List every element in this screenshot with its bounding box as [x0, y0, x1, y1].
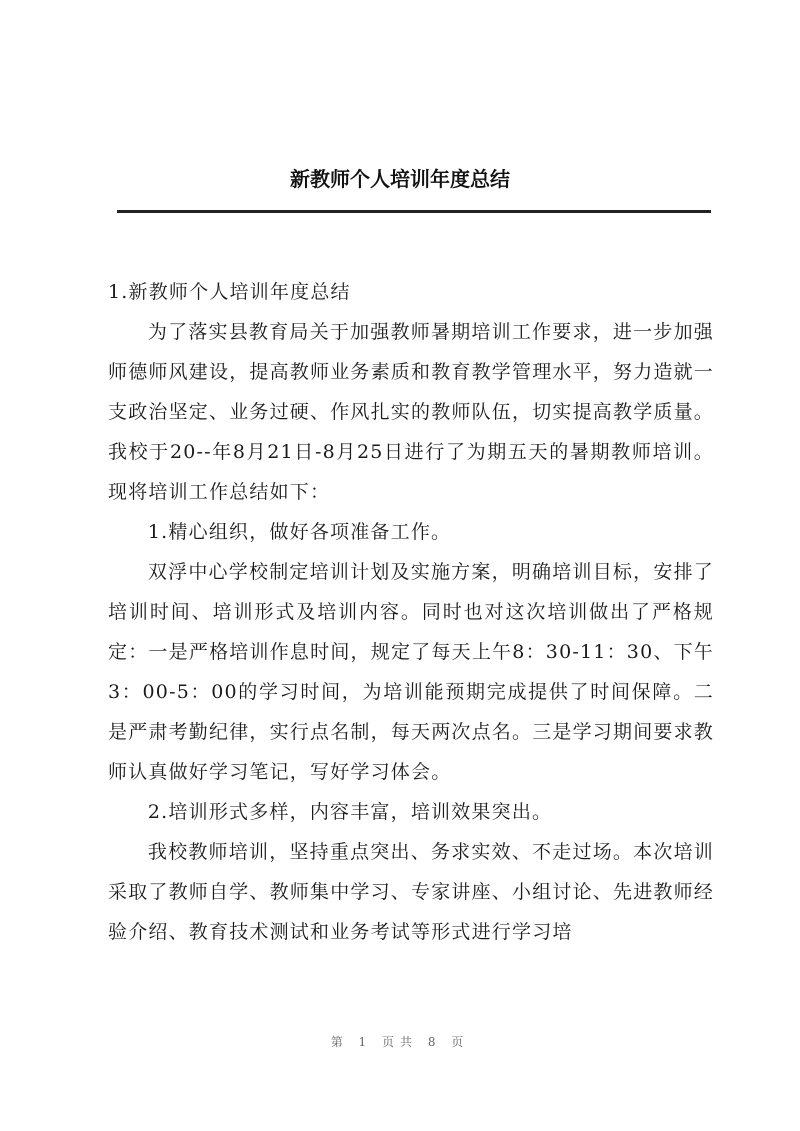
- paragraph-organization: 双浮中心学校制定培训计划及实施方案，明确培训目标，安排了培训时间、培训形式及培训内容。同时也对这次培训做出了严格规定：一是严格培训作息时间，规定了每天上午8：30-11：30、下午3：00-5：00的学习时间，为培训能预期完成提供了时间保障。二是严肃考勤纪律，实行点名制，每天两次点名。三是学习期间要求教师认真做好学习笔记，写好学习体会。: [108, 561, 715, 783]
- paragraph-intro: 为了落实县教育局关于加强教师暑期培训工作要求，进一步加强师德师风建设，提高教师业务素质和教育教学管理水平，努力造就一支政治坚定、业务过硬、作风扎实的教师队伍，切实提高教学质量。我校于20--年8月21日-8月25日进行了为期五天的暑期教师培训。现将培训工作总结如下：: [108, 321, 715, 503]
- document-title: 新教师个人培训年度总结: [290, 167, 510, 191]
- document-body: [108, 272, 714, 952]
- section-heading: 1.新教师个人培训年度总结: [108, 281, 351, 303]
- title-underline: [117, 210, 711, 213]
- paragraph-training-forms: 我校教师培训，坚持重点突出、务求实效、不走过场。本次培训采取了教师自学、教师集中学习、专家讲座、小组讨论、先进教师经验介绍、教育技术测试和业务考试等形式进行学习培: [108, 841, 715, 943]
- page-number-footer: 第 1 页共 8 页: [330, 1035, 470, 1049]
- paragraph-point-1: 1.精心组织，做好各项准备工作。: [147, 521, 452, 543]
- paragraph-point-2: 2.培训形式多样，内容丰富，培训效果突出。: [147, 801, 553, 823]
